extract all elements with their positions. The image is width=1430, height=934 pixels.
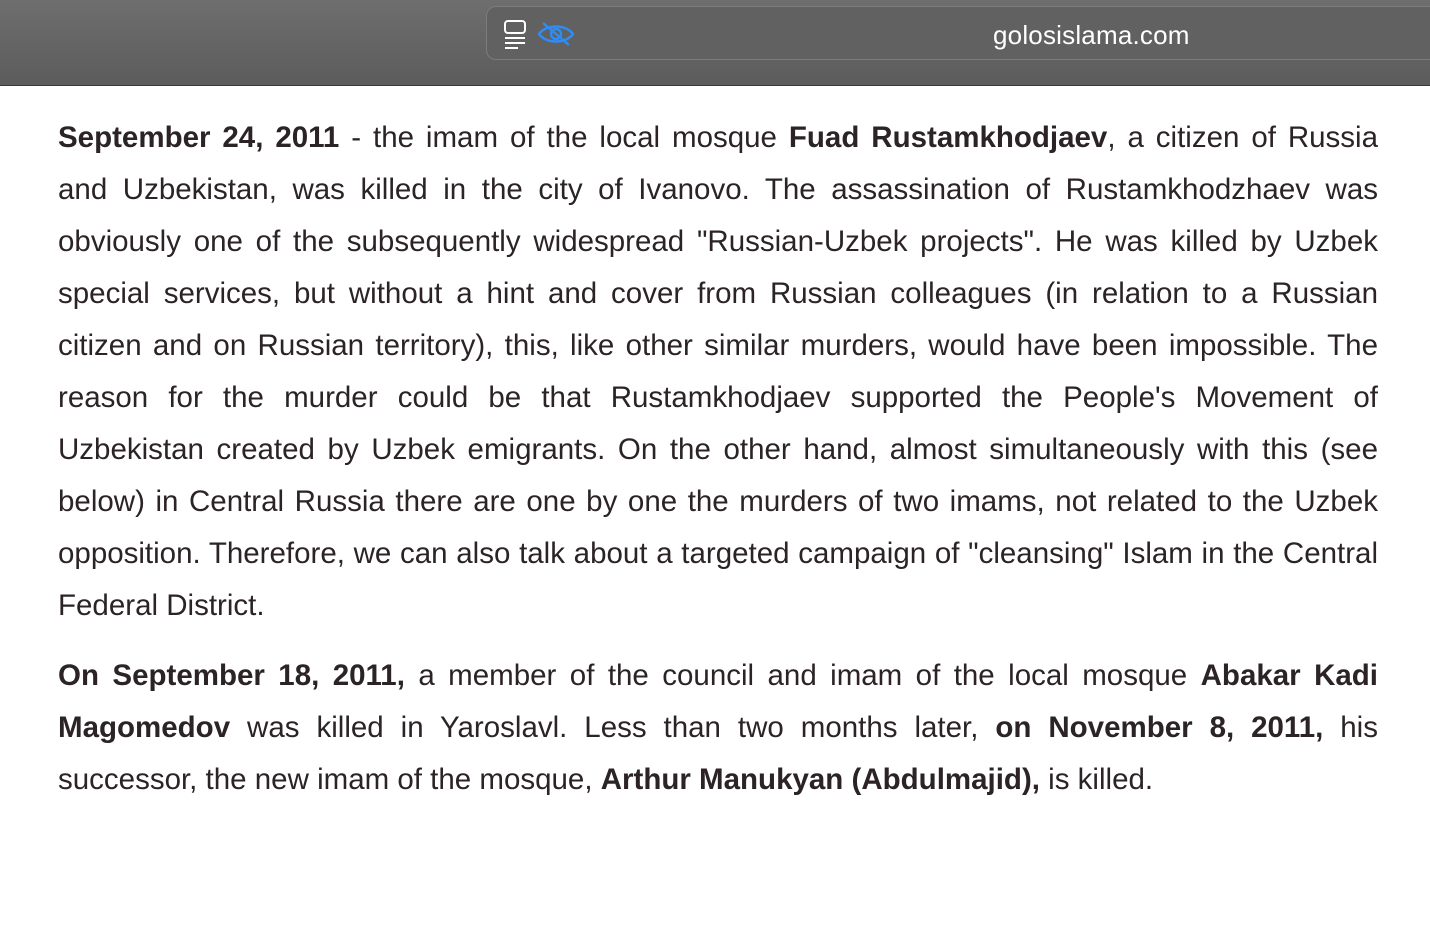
reader-view-icon[interactable] [503, 19, 529, 49]
paragraph-ivanovo: September 24, 2011 - the imam of the local mosque Fuad Rustamkhodjaev, a citizen of Russia and Uzbekistan, was killed in the city of Ivanovo. The assassination of Rustamkhodzhaev was obviously one of the subsequently widespread "Russian-Uzbek projects". He was killed by Uzbek special services, but without a hint and cover from Russian colleagues (in relation to a Russian citizen and on Russian territory), this, like other similar murders, would have been impossible. The reason for the murder could be that Rustamkhodjaev supported the People's Movement of Uzbekistan created by Uzbek emigrants. On the other hand, almost simultaneously with this (see below) in Central Russia there are one by one the murders of two imams, not related to the Uzbek opposition. Therefore, we can also talk about a targeted campaign of "cleansing" Islam in the Central Federal District. [58, 121, 1379, 622]
name-highlight: Fuad Rustamkhodjaev [788, 121, 1108, 154]
name-highlight: Arthur Manukyan (Abdulmajid), [600, 763, 1040, 796]
name-highlight: Abakar Kadi Magomedov [58, 659, 1378, 744]
url-text[interactable]: golosislama.com [993, 20, 1190, 50]
date-highlight: on November 8, 2011, [995, 711, 1324, 744]
eye-slash-icon[interactable] [537, 21, 575, 47]
date-highlight: On September 18, 2011, [58, 659, 405, 692]
browser-toolbar [0, 0, 1430, 86]
address-bar[interactable] [486, 6, 1430, 60]
paragraph-yaroslavl: On September 18, 2011, a member of the council and imam of the local mosque Abakar Kadi Magomedov was killed in Yaroslavl. Less than two months later, on November 8, 2011, his successor, the new imam of the mosque, Arthur Manukyan (Abdulmajid), is killed. [58, 659, 1378, 796]
date-highlight: September 24, 2011 [58, 121, 340, 154]
article-body [58, 112, 1378, 824]
